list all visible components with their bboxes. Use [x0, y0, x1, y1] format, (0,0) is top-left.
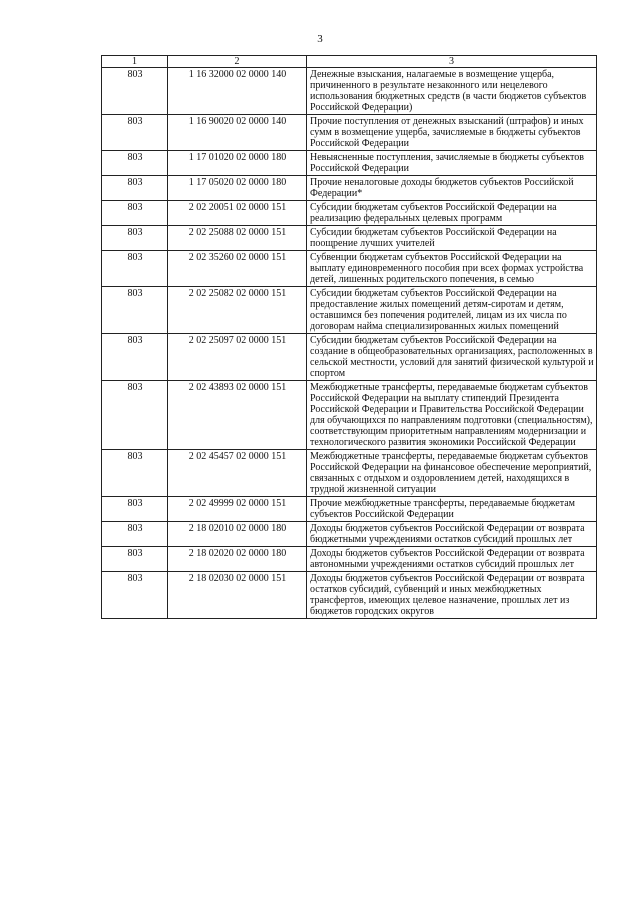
column-header-3: 3 [307, 56, 597, 68]
column-header-1: 1 [102, 56, 168, 68]
revenue-name-cell: Прочие межбюджетные трансферты, передаваемые бюджетам субъектов Российской Федерации [307, 497, 597, 522]
table-row [102, 68, 597, 115]
revenue-name-cell: Прочие поступления от денежных взысканий (штрафов) и иных сумм в возмещение ущерба, зачисляемые в бюджеты субъектов Российской Федерации [307, 115, 597, 151]
revenue-name-cell: Прочие неналоговые доходы бюджетов субъектов Российской Федерации* [307, 176, 597, 201]
table-header-row [102, 56, 597, 68]
revenue-code-cell: 2 18 02010 02 0000 180 [168, 522, 307, 547]
revenue-name-cell: Денежные взыскания, налагаемые в возмещение ущерба, причиненного в результате незаконного или нецелевого использования бюджетных средств (в части бюджетов субъектов Российской Федерации) [307, 68, 597, 115]
admin-code-cell: 803 [102, 251, 168, 287]
table-row [102, 572, 597, 619]
admin-code-cell: 803 [102, 287, 168, 334]
revenue-code-cell: 1 16 32000 02 0000 140 [168, 68, 307, 115]
admin-code-cell: 803 [102, 522, 168, 547]
admin-code-cell: 803 [102, 450, 168, 497]
table-row [102, 251, 597, 287]
revenue-code-cell: 2 02 43893 02 0000 151 [168, 381, 307, 450]
admin-code-cell: 803 [102, 151, 168, 176]
table-row [102, 450, 597, 497]
revenue-name-cell: Доходы бюджетов субъектов Российской Федерации от возврата бюджетными учреждениями остатков субсидий прошлых лет [307, 522, 597, 547]
column-header-2: 2 [168, 56, 307, 68]
revenue-code-cell: 2 02 45457 02 0000 151 [168, 450, 307, 497]
admin-code-cell: 803 [102, 226, 168, 251]
admin-code-cell: 803 [102, 334, 168, 381]
table-row [102, 381, 597, 450]
table-row [102, 334, 597, 381]
revenue-name-cell: Доходы бюджетов субъектов Российской Федерации от возврата автономными учреждениями остатков субсидий прошлых лет [307, 547, 597, 572]
admin-code-cell: 803 [102, 497, 168, 522]
revenue-code-cell: 2 18 02020 02 0000 180 [168, 547, 307, 572]
table-row [102, 522, 597, 547]
admin-code-cell: 803 [102, 201, 168, 226]
revenue-name-cell: Субсидии бюджетам субъектов Российской Федерации на создание в общеобразовательных организациях, расположенных в сельской местности, условий для занятий физической культурой и спортом [307, 334, 597, 381]
revenue-code-cell: 1 17 05020 02 0000 180 [168, 176, 307, 201]
revenue-code-cell: 1 17 01020 02 0000 180 [168, 151, 307, 176]
revenue-name-cell: Межбюджетные трансферты, передаваемые бюджетам субъектов Российской Федерации на выплату стипендий Президента Российской Федерации и Правительства Российской Федерации для обучающихся по направлениям подготовки (специальностям), соответствующим приоритетным направлениям модернизации и технологического развития экономики Российской Федерации [307, 381, 597, 450]
table-row [102, 547, 597, 572]
revenue-name-cell: Невыясненные поступления, зачисляемые в бюджеты субъектов Российской Федерации [307, 151, 597, 176]
revenue-code-cell: 2 02 35260 02 0000 151 [168, 251, 307, 287]
revenue-name-cell: Субвенции бюджетам субъектов Российской Федерации на выплату единовременного пособия при всех формах устройства детей, лишенных родительского попечения, в семью [307, 251, 597, 287]
revenue-name-cell: Субсидии бюджетам субъектов Российской Федерации на поощрение лучших учителей [307, 226, 597, 251]
admin-code-cell: 803 [102, 176, 168, 201]
revenue-code-cell: 2 02 25097 02 0000 151 [168, 334, 307, 381]
admin-code-cell: 803 [102, 572, 168, 619]
revenue-name-cell: Субсидии бюджетам субъектов Российской Федерации на реализацию федеральных целевых программ [307, 201, 597, 226]
revenue-classification-table [101, 55, 597, 619]
revenue-code-cell: 2 02 20051 02 0000 151 [168, 201, 307, 226]
table-row [102, 497, 597, 522]
admin-code-cell: 803 [102, 68, 168, 115]
revenue-name-cell: Субсидии бюджетам субъектов Российской Федерации на предоставление жилых помещений детям-сиротам и детям, оставшимся без попечения родителей, лицам из их числа по договорам найма специализированных жилых помещений [307, 287, 597, 334]
table-row [102, 151, 597, 176]
admin-code-cell: 803 [102, 115, 168, 151]
admin-code-cell: 803 [102, 547, 168, 572]
table-row [102, 176, 597, 201]
revenue-code-cell: 2 02 25082 02 0000 151 [168, 287, 307, 334]
revenue-name-cell: Доходы бюджетов субъектов Российской Федерации от возврата остатков субсидий, субвенций и иных межбюджетных трансфертов, имеющих целевое назначение, прошлых лет из бюджетов городских округов [307, 572, 597, 619]
admin-code-cell: 803 [102, 381, 168, 450]
revenue-name-cell: Межбюджетные трансферты, передаваемые бюджетам субъектов Российской Федерации на финансовое обеспечение мероприятий, связанных с отдыхом и оздоровлением детей, находящихся в трудной жизненной ситуации [307, 450, 597, 497]
table-row [102, 287, 597, 334]
page-number: 3 [317, 33, 323, 45]
revenue-code-cell: 2 02 25088 02 0000 151 [168, 226, 307, 251]
table-body [102, 68, 597, 619]
table-row [102, 201, 597, 226]
revenue-code-cell: 2 02 49999 02 0000 151 [168, 497, 307, 522]
revenue-code-cell: 1 16 90020 02 0000 140 [168, 115, 307, 151]
table-row [102, 115, 597, 151]
revenue-code-cell: 2 18 02030 02 0000 151 [168, 572, 307, 619]
table-row [102, 226, 597, 251]
